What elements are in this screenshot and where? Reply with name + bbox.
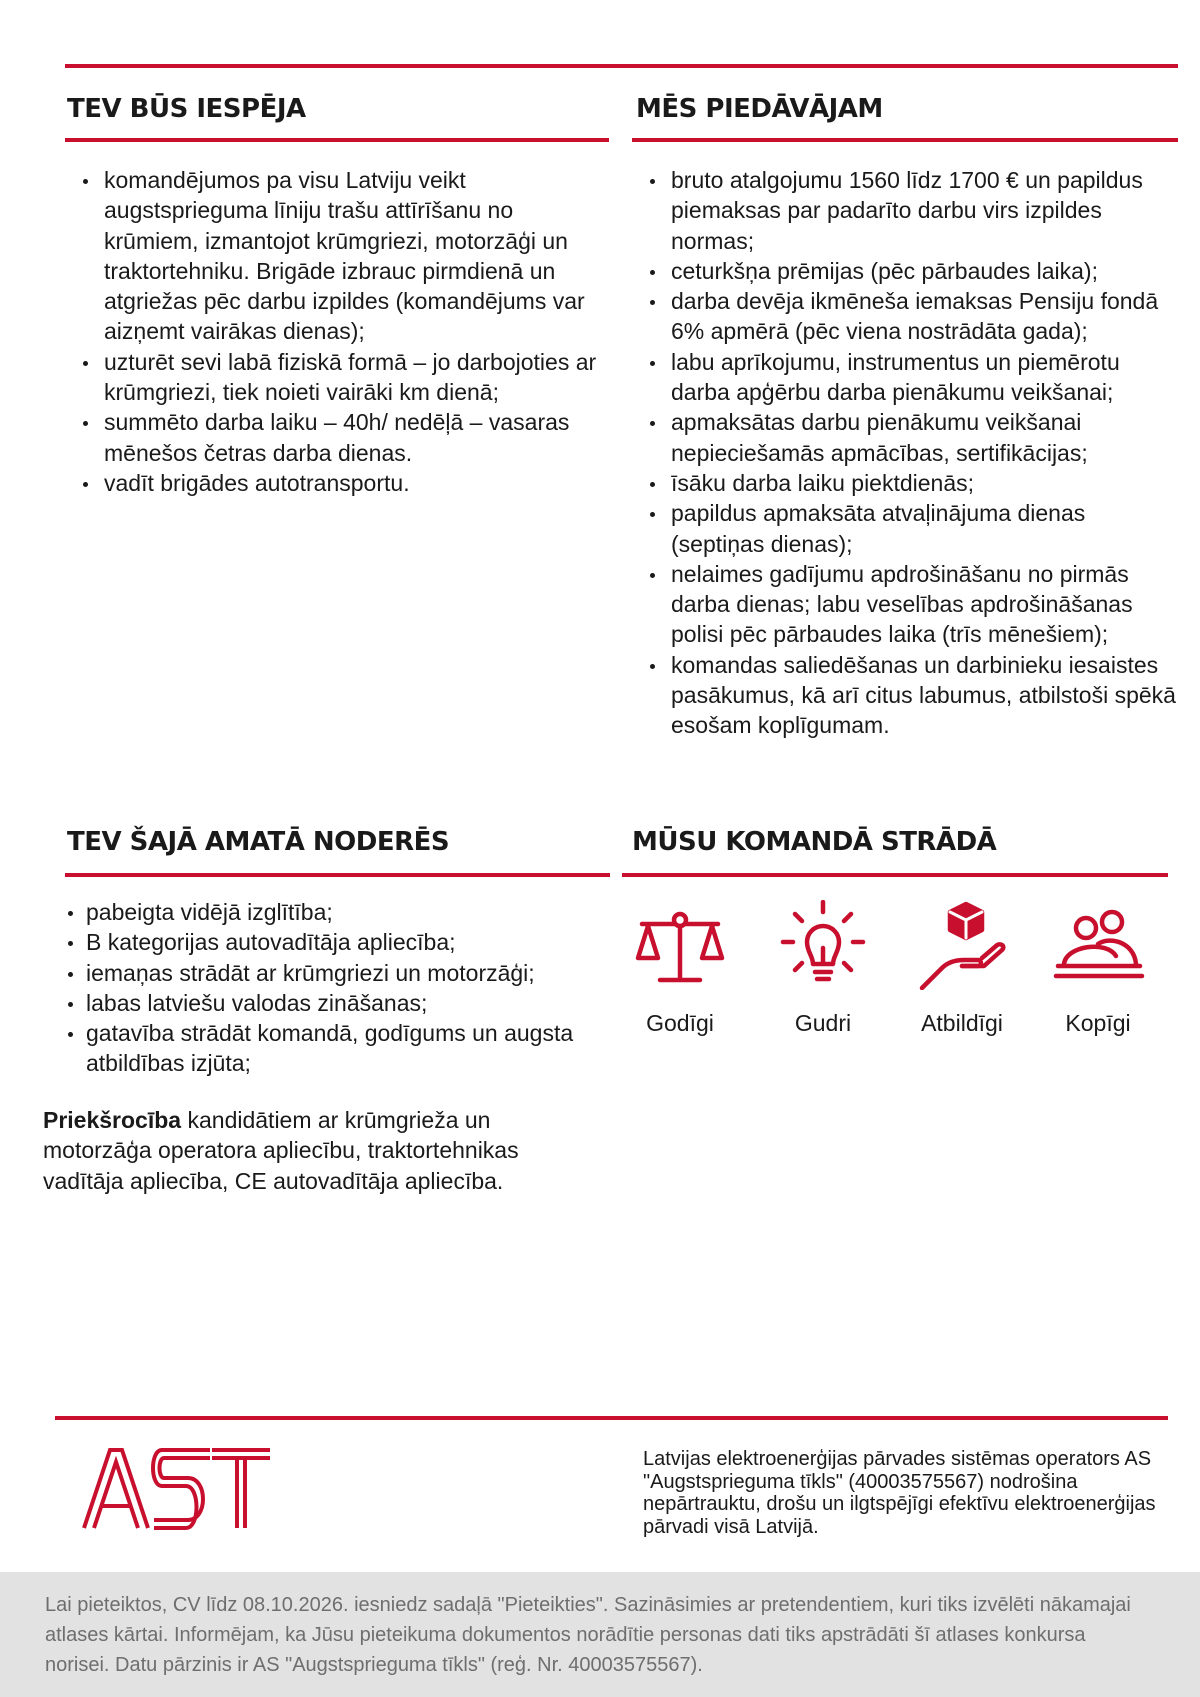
list-item: ceturkšņa prēmijas (pēc pārbaudes laika); [633, 256, 1178, 286]
value-label: Kopīgi [1065, 1010, 1131, 1036]
list-item: pabeigta vidējā izglītība; [64, 897, 584, 927]
list-item: labas latviešu valodas zināšanas; [64, 988, 584, 1018]
list-item: B kategorijas autovadītāja apliecība; [64, 927, 584, 957]
value-honest [620, 900, 740, 1037]
value-label: Godīgi [646, 1010, 714, 1036]
section-title-requirements: TEV ŠAJĀ AMATĀ NODERĒS [67, 827, 450, 857]
value-label: Atbildīgi [921, 1010, 1003, 1036]
value-together [1038, 900, 1158, 1037]
footer-text: Lai pieteiktos, CV līdz 08.10.2026. iesniedz sadaļā "Pieteikties". Sazināsimies ar pretendentiem, kuri tiks izvēlēti nākamajai atlases kārtai. Informējam, ka Jūsu pieteikuma dokumentos norādītie personas dati tiks apstrādāti šī atlases konkursa norisei. Datu pārzinis ir AS "Augstsprieguma tīkls" (reģ. Nr. 40003575567). [45, 1594, 1131, 1676]
section-title-team: MŪSU KOMANDĀ STRĀDĀ [632, 827, 997, 857]
list-item: komandas saliedēšanas un darbinieku iesaistes pasākumus, kā arī citus labumus, atbilstoši spēkā esošam koplīgumam. [633, 650, 1178, 741]
section-underline-requirements [65, 873, 610, 877]
list-item: nelaimes gadījumu apdrošināšanu no pirmās darba dienas; labu veselības apdrošināšanas polisi pēc pārbaudes laika (trīs mēnešiem); [633, 559, 1178, 650]
advantage-label: Priekšrocība [43, 1107, 182, 1133]
ast-logo [82, 1448, 272, 1530]
list-item: darba devēja ikmēneša iemaksas Pensiju fondā 6% apmērā (pēc viena nostrādāta gada); [633, 286, 1178, 347]
list-item: vadīt brigādes autotransportu. [66, 468, 611, 498]
requirements-list [64, 897, 584, 1079]
list-item: gatavība strādāt komandā, godīgums un augsta atbildības izjūta; [64, 1018, 584, 1079]
section-underline-opportunity [65, 138, 609, 142]
offer-list [633, 165, 1178, 741]
section-underline-offer [632, 138, 1178, 142]
list-item: uzturēt sevi labā fiziskā formā – jo darbojoties ar krūmgriezi, tiek noieti vairāki km dienā; [66, 347, 611, 408]
advantage-text: kandidātiem ar krūmgrieža un motorzāģa operatora apliecību, traktortehnikas vadītāja apliecība, CE autovadītāja apliecība. [43, 1107, 519, 1194]
value-responsible [902, 900, 1022, 1037]
team-people-icon [1050, 900, 1146, 990]
value-label: Gudri [794, 1010, 852, 1036]
hand-box-icon [914, 900, 1010, 990]
list-item: summēto darba laiku – 40h/ nedēļā – vasaras mēnešos četras darba dienas. [66, 407, 611, 468]
list-item: apmaksātas darbu pienākumu veikšanai nepieciešamās apmācības, sertifikācijas; [633, 407, 1178, 468]
list-item: komandējumos pa visu Latviju veikt augstsprieguma līniju trašu attīrīšanu no krūmiem, izmantojot krūmgriezi, motorzāģi un traktortehniku. Brigāde izbrauc pirmdienā un atgriežas pēc darbu izpildes (komandējums var aizņemt vairākas dienas); [66, 165, 611, 347]
section-title-offer: MĒS PIEDĀVĀJAM [636, 94, 883, 124]
list-item: īsāku darba laiku piektdienās; [633, 468, 1178, 498]
list-item: labu aprīkojumu, instrumentus un piemērotu darba apģērbu darba pienākumu veikšanai; [633, 347, 1178, 408]
value-smart [763, 900, 883, 1037]
footer [0, 1572, 1200, 1697]
top-divider [65, 64, 1178, 68]
footer-divider [55, 1416, 1168, 1420]
list-item: bruto atalgojumu 1560 līdz 1700 € un papildus piemaksas par padarīto darbu virs izpildes normas; [633, 165, 1178, 256]
section-underline-team [622, 873, 1168, 877]
scales-icon [632, 900, 728, 990]
opportunity-list [66, 165, 611, 498]
company-description: Latvijas elektroenerģijas pārvades sistēmas operators AS "Augstsprieguma tīkls" (40003575567) nodrošina nepārtrauktu, drošu un ilgtspējīgi efektīvu elektroenerģijas pārvadi visā Latvijā. [643, 1448, 1156, 1538]
list-item: papildus apmaksāta atvaļinājuma dienas (septiņas dienas); [633, 498, 1178, 559]
list-item: iemaņas strādāt ar krūmgriezi un motorzāģi; [64, 958, 584, 988]
advantage-paragraph [43, 1105, 563, 1196]
lightbulb-icon [775, 900, 871, 990]
section-title-opportunity: TEV BŪS IESPĒJA [67, 94, 306, 124]
